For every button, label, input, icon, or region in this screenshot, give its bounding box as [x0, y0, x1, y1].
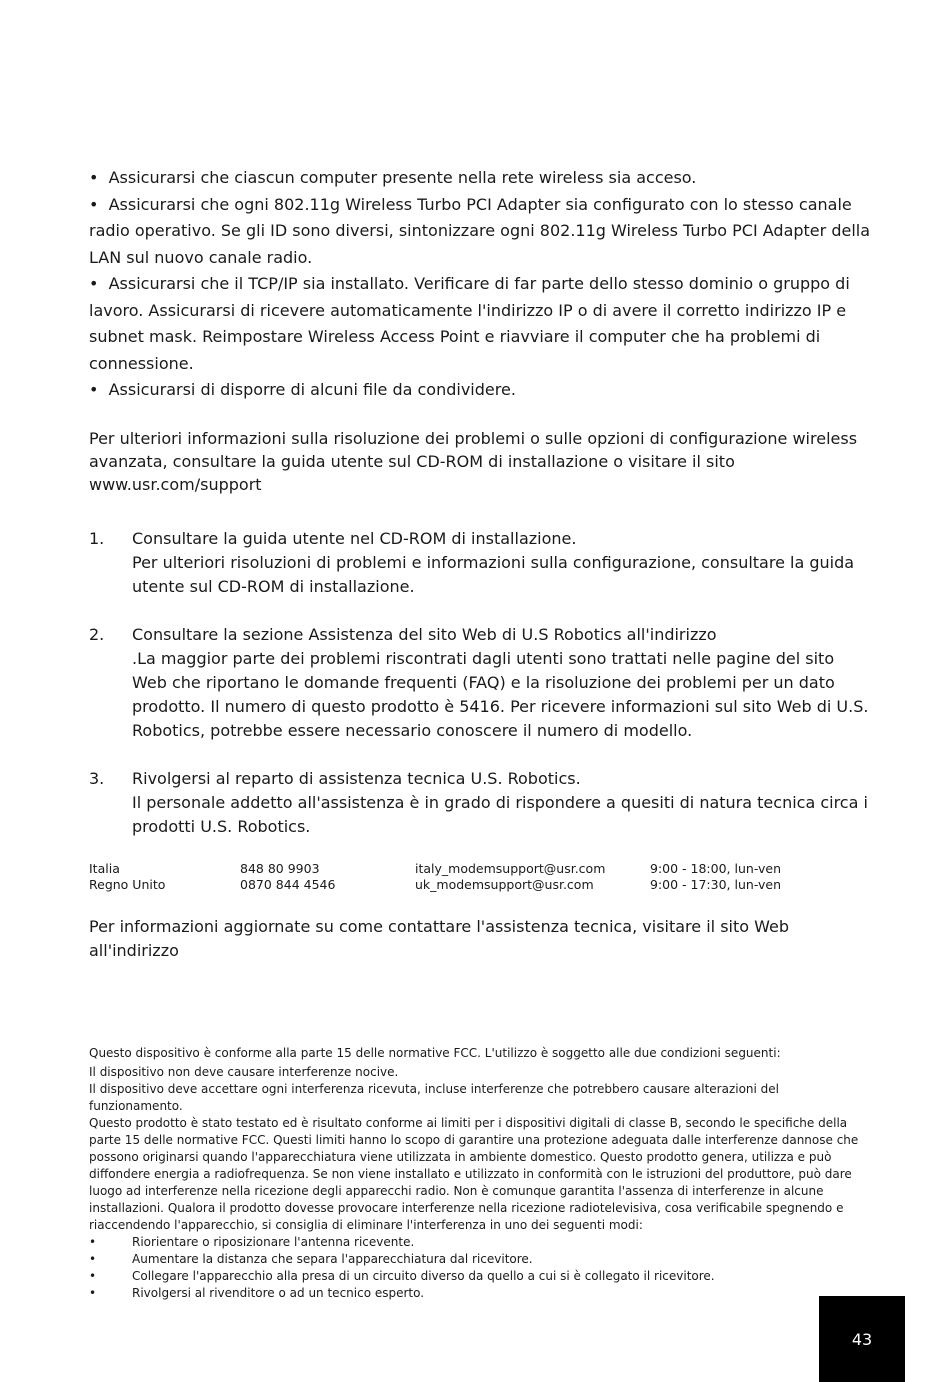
step-text: .La maggior parte dei problemi riscontrati dagli utenti sono trattati nelle pagine del sito Web che riportano le domande frequenti (FAQ) e la risoluzione dei problemi per un dato prodotto. Il numero di questo prodotto è 5416. Per ricevere informazioni sul sito Web di U.S. Robotics, potrebbe essere necessario conoscere il numero di modello. [132, 649, 869, 740]
fcc-bullet-text: Aumentare la distanza che separa l'apparecchiatura dal ricevitore. [132, 1252, 533, 1266]
checklist-item: • Assicurarsi che ogni 802.11g Wireless Turbo PCI Adapter sia configurato con lo stesso canale radio operativo. Se gli ID sono diversi, sintonizzare ogni 802.11g Wireless Turbo PCI Adapter della LAN sul nuovo canale radio. [89, 192, 871, 272]
support-step [89, 527, 871, 599]
step-text: Per ulteriori risoluzioni di problemi e informazioni sulla configurazione, consultare la guida utente sul CD-ROM di installazione. [132, 553, 855, 596]
contact-phone: 848 80 9903 [240, 861, 320, 876]
contacts-table [89, 861, 871, 892]
step-title: Consultare la guida utente nel CD-ROM di installazione. [132, 529, 577, 548]
checklist [89, 165, 871, 404]
contact-email[interactable]: uk_modemsupport@usr.com [415, 876, 594, 892]
page-number: 43 [851, 1329, 873, 1349]
update-info-paragraph: Per informazioni aggiornate su come contattare l'assistenza tecnica, visitare il sito Web all'indirizzo [89, 917, 789, 960]
fcc-bullet-text: Riorientare o riposizionare l'antenna ricevente. [132, 1235, 415, 1249]
page-number-box [819, 1296, 905, 1382]
fcc-bullet-item [89, 1251, 871, 1268]
contact-email[interactable]: italy_modemsupport@usr.com [415, 861, 606, 876]
bullet-icon: • [89, 1286, 97, 1300]
fcc-bullet-item [89, 1268, 871, 1285]
bullet-icon: • [89, 1269, 97, 1283]
fcc-paragraph: Il dispositivo deve accettare ogni interferenza ricevuta, incluse interferenze che potrebbero causare alterazioni del funzionamento. [89, 1082, 780, 1113]
contact-row [89, 877, 871, 893]
contact-country: Regno Unito [89, 876, 166, 892]
contact-country: Italia [89, 861, 120, 876]
fcc-intro: Questo dispositivo è conforme alla parte 15 delle normative FCC. L'utilizzo è soggetto alle due condizioni seguenti: [89, 1046, 781, 1060]
step-text: Il personale addetto all'assistenza è in grado di rispondere a quesiti di natura tecnica circa i prodotti U.S. Robotics. [132, 793, 868, 836]
support-step [89, 767, 871, 839]
contact-row [89, 861, 871, 877]
step-title: Consultare la sezione Assistenza del sito Web di U.S Robotics all'indirizzo [132, 625, 717, 644]
fcc-bullet-text: Rivolgersi al rivenditore o ad un tecnico esperto. [132, 1286, 425, 1300]
fcc-bullet-item [89, 1234, 871, 1251]
checklist-item: • Assicurarsi che il TCP/IP sia installato. Verificare di far parte dello stesso dominio o gruppo di lavoro. Assicurarsi di ricevere automaticamente l'indirizzo IP o di avere il corretto indirizzo IP e subnet mask. Reimpostare Wireless Access Point e riavviare il computer che ha problemi di connessione. [89, 271, 871, 377]
step-number: 3. [89, 769, 105, 788]
more-info-paragraph: Per ulteriori informazioni sulla risoluzione dei problemi o sulle opzioni di configurazione wireless avanzata, consultare la guida utente sul CD-ROM di installazione o visitare il sito www.usr.com/support [89, 429, 858, 494]
contact-hours: 9:00 - 17:30, lun-ven [650, 876, 781, 892]
checklist-item: • Assicurarsi che ciascun computer presente nella rete wireless sia acceso. [89, 165, 871, 192]
checklist-item: • Assicurarsi di disporre di alcuni file da condividere. [89, 377, 871, 404]
step-number: 1. [89, 529, 105, 548]
support-step [89, 623, 871, 743]
fcc-paragraph: Il dispositivo non deve causare interferenze nocive. [89, 1065, 399, 1079]
step-title: Rivolgersi al reparto di assistenza tecnica U.S. Robotics. [132, 769, 581, 788]
bullet-icon: • [89, 1235, 97, 1249]
step-number: 2. [89, 625, 105, 644]
contact-hours: 9:00 - 18:00, lun-ven [650, 861, 781, 876]
fcc-bullet-text: Collegare l'apparecchio alla presa di un circuito diverso da quello a cui si è collegato il ricevitore. [132, 1269, 715, 1283]
fcc-bullet-item [89, 1285, 871, 1302]
contact-phone: 0870 844 4546 [240, 876, 336, 892]
fcc-paragraph: Questo prodotto è stato testato ed è risultato conforme ai limiti per i dispositivi digitali di classe B, secondo le specifiche della parte 15 delle normative FCC. Questi limiti hanno lo scopo di garantire una protezione adeguata dalle interferenze dannose che possono originarsi quando l'apparecchiatura viene utilizzata in ambiente domestico. Questo prodotto genera, utilizza e può diffondere energia a radiofrequenza. Se non viene installato e utilizzato in conformità con le istruzioni del produttore, può dare luogo ad interferenze nella ricezione degli apparecchi radio. Non è comunque garantita l'assenza di interferenze in alcune installazioni. Qualora il prodotto dovesse provocare interferenze nella ricezione radiotelevisiva, cosa verificabile spegnendo e riaccendendo l'apparecchio, si consiglia di eliminare l'interferenza in uno dei seguenti modi: [89, 1116, 859, 1232]
bullet-icon: • [89, 1252, 97, 1266]
fcc-notice [89, 1045, 871, 1302]
fcc-bullet-list [89, 1234, 871, 1302]
support-steps [89, 527, 871, 863]
